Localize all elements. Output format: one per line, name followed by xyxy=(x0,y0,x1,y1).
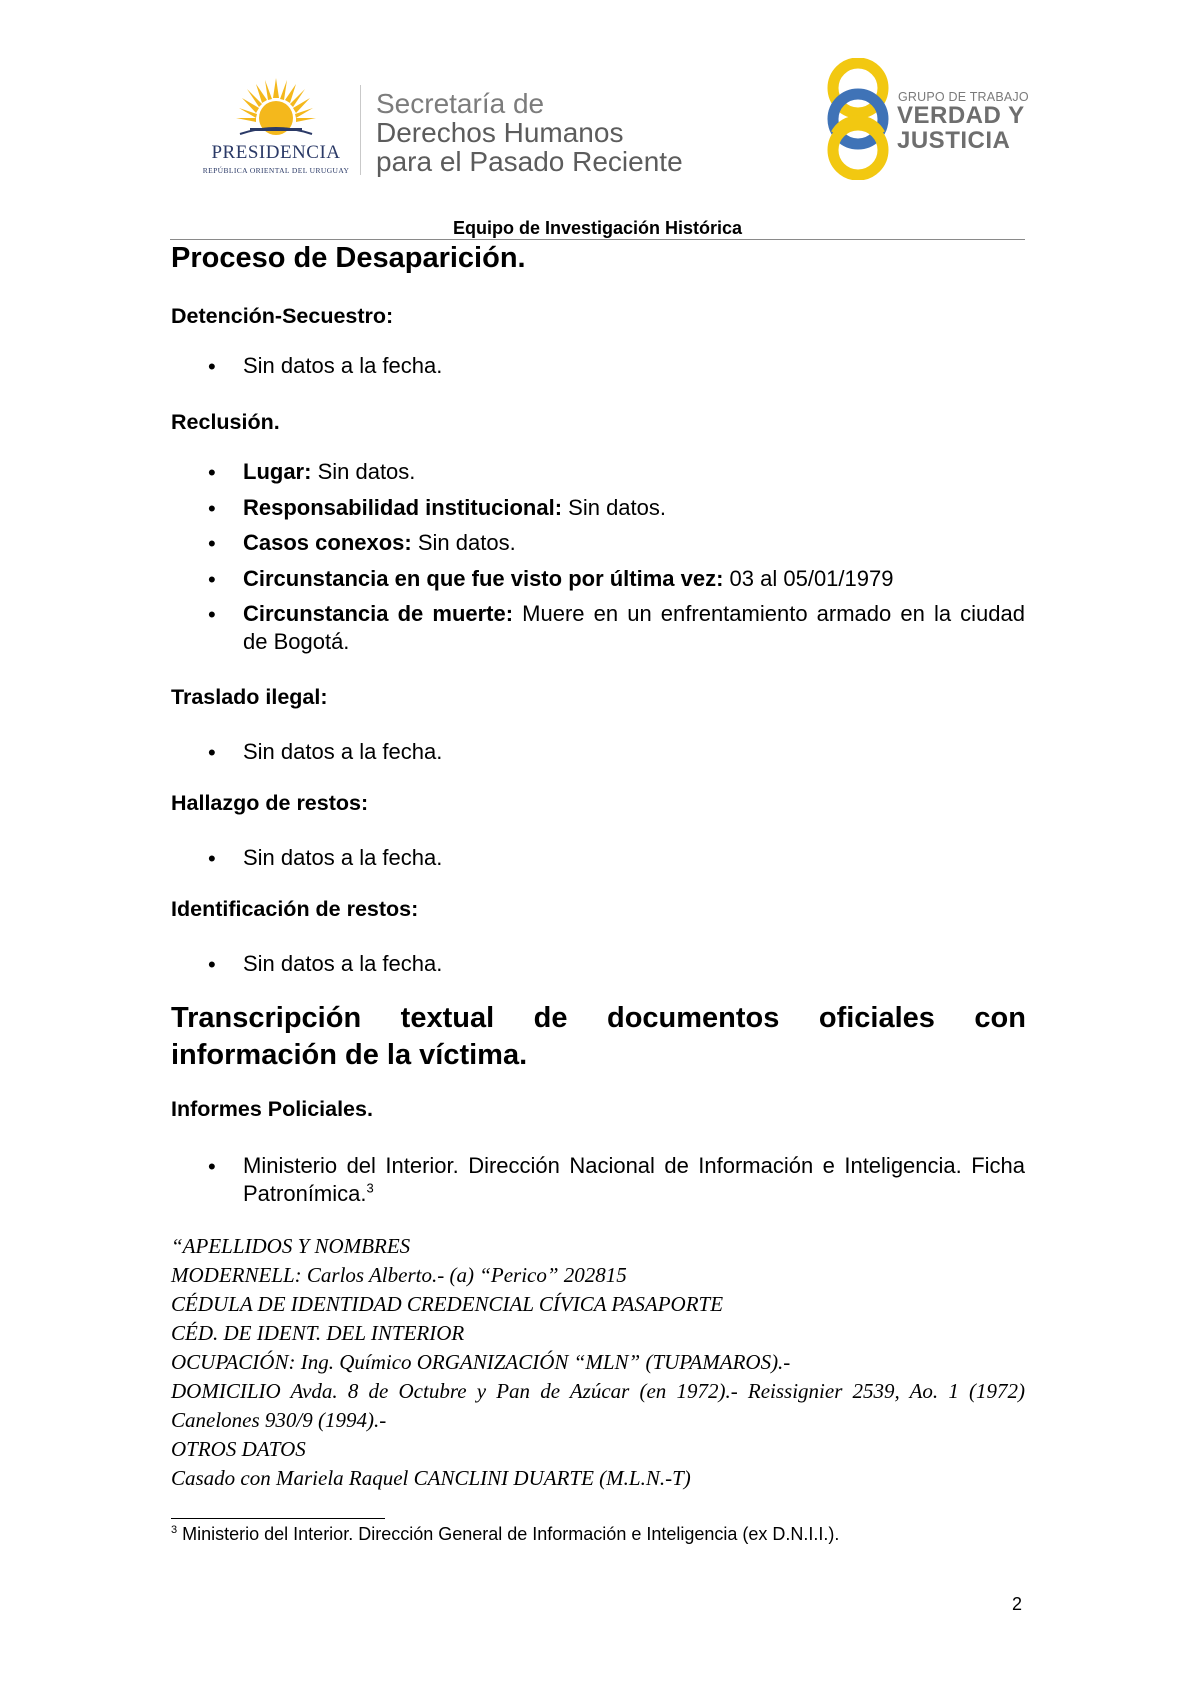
quote-line: DOMICILIO Avda. 8 de Octubre y Pan de Azúcar (en 1972).- Reissignier 2539, Ao. 1 (1972) xyxy=(171,1379,1025,1403)
heading-identificacion: Identificación de restos: xyxy=(171,897,419,921)
list-item-hallazgo: Sin datos a la fecha. xyxy=(243,845,443,870)
quote-line: “APELLIDOS Y NOMBRES xyxy=(171,1234,411,1258)
bullet-icon: • xyxy=(208,952,216,977)
bullet-icon: • xyxy=(208,740,216,765)
quote-line: Canelones 930/9 (1994).- xyxy=(171,1408,387,1432)
item-label: Lugar: xyxy=(243,459,312,484)
list-item-detencion: Sin datos a la fecha. xyxy=(243,353,443,378)
bullet-icon: • xyxy=(208,531,216,556)
secretaria-line-2: Derechos Humanos xyxy=(376,117,624,148)
secretaria-line-1: Secretaría de xyxy=(376,88,545,119)
list-item-ministerio xyxy=(243,1152,1025,1208)
presidencia-logo xyxy=(196,78,356,178)
list-item-traslado: Sin datos a la fecha. xyxy=(243,739,443,764)
heading-traslado: Traslado ilegal: xyxy=(171,685,328,709)
footnote-text: Ministerio del Interior. Dirección General de Información e Inteligencia (ex D.N.I.I.). xyxy=(177,1524,840,1544)
item-value: 03 al 05/01/1979 xyxy=(723,566,894,591)
quote-line: CÉDULA DE IDENTIDAD CREDENCIAL CÍVICA PASAPORTE xyxy=(171,1292,724,1316)
secretaria-line-3: para el Pasado Reciente xyxy=(376,146,683,177)
heading-reclusion: Reclusión. xyxy=(171,410,280,434)
item-value: Sin datos. xyxy=(562,495,666,520)
list-item-casos-conexos xyxy=(243,529,1025,557)
page-number: 2 xyxy=(1012,1594,1023,1614)
bullet-icon: • xyxy=(208,354,216,379)
republica-label: REPÚBLICA ORIENTAL DEL URUGUAY xyxy=(202,166,350,175)
secretaria-title xyxy=(376,89,683,176)
section-title-proceso: Proceso de Desaparición. xyxy=(171,242,526,274)
header-subtitle: Equipo de Investigación Histórica xyxy=(452,218,743,238)
header-divider xyxy=(360,85,361,175)
footnote xyxy=(171,1524,839,1545)
footnote-ref: 3 xyxy=(366,1180,374,1196)
verdad-label: VERDAD Y xyxy=(897,102,1025,129)
item-value: Sin datos. xyxy=(311,459,416,484)
footnote-number: 3 xyxy=(171,1524,178,1536)
heading-hallazgo: Hallazgo de restos: xyxy=(171,791,369,815)
quote-line: MODERNELL: Carlos Alberto.- (a) “Perico” 202815 xyxy=(171,1263,627,1287)
quote-line: OTROS DATOS xyxy=(171,1437,306,1461)
verdad-justicia-rings-icon xyxy=(820,58,896,180)
item-text: Ministerio del Interior. Dirección Nacional de Información e Inteligencia. Ficha Patronímica. xyxy=(243,1153,1025,1206)
item-value: Sin datos. xyxy=(411,530,516,555)
list-item-lugar xyxy=(243,458,1025,486)
item-label: Responsabilidad institucional: xyxy=(243,495,563,520)
quote-line: OCUPACIÓN: Ing. Químico ORGANIZACIÓN “MLN” (TUPAMAROS).- xyxy=(171,1350,791,1374)
presidencia-label: PRESIDENCIA xyxy=(211,142,341,163)
item-label: Casos conexos: xyxy=(243,530,412,555)
justicia-label: JUSTICIA xyxy=(897,127,1011,154)
grupo-trabajo-label: GRUPO DE TRABAJO xyxy=(898,90,1029,104)
bullet-icon: • xyxy=(208,846,216,871)
bullet-icon: • xyxy=(208,1154,216,1179)
bullet-icon: • xyxy=(208,460,216,485)
item-label: Circunstancia de muerte: xyxy=(243,601,514,626)
heading-informes: Informes Policiales. xyxy=(171,1097,373,1121)
item-value: Muere en un enfrentamiento armado en la ciudad de Bogotá. xyxy=(243,601,1026,654)
item-label: Circunstancia en que fue visto por última vez: xyxy=(243,566,724,591)
bullet-icon: • xyxy=(208,496,216,521)
presidencia-sun-icon xyxy=(236,78,316,140)
footnote-separator xyxy=(171,1518,385,1519)
section-title-transcripcion: Transcripción textual de documentos oficiales con información de la víctima. xyxy=(171,1002,1026,1071)
list-item-ultima-vez xyxy=(243,565,1025,593)
list-item-identificacion: Sin datos a la fecha. xyxy=(243,951,443,976)
bullet-icon: • xyxy=(208,602,216,627)
list-item-muerte xyxy=(243,600,1025,656)
bullet-icon: • xyxy=(208,567,216,592)
verdad-justicia-logo xyxy=(820,58,1029,178)
list-item-responsabilidad xyxy=(243,494,1025,522)
quote-line: Casado con Mariela Raquel CANCLINI DUARTE (M.L.N.-T) xyxy=(171,1466,691,1490)
quote-line: CÉD. DE IDENT. DEL INTERIOR xyxy=(171,1321,465,1345)
heading-detencion: Detención-Secuestro: xyxy=(171,304,394,328)
verdad-justicia-label xyxy=(897,103,1025,153)
